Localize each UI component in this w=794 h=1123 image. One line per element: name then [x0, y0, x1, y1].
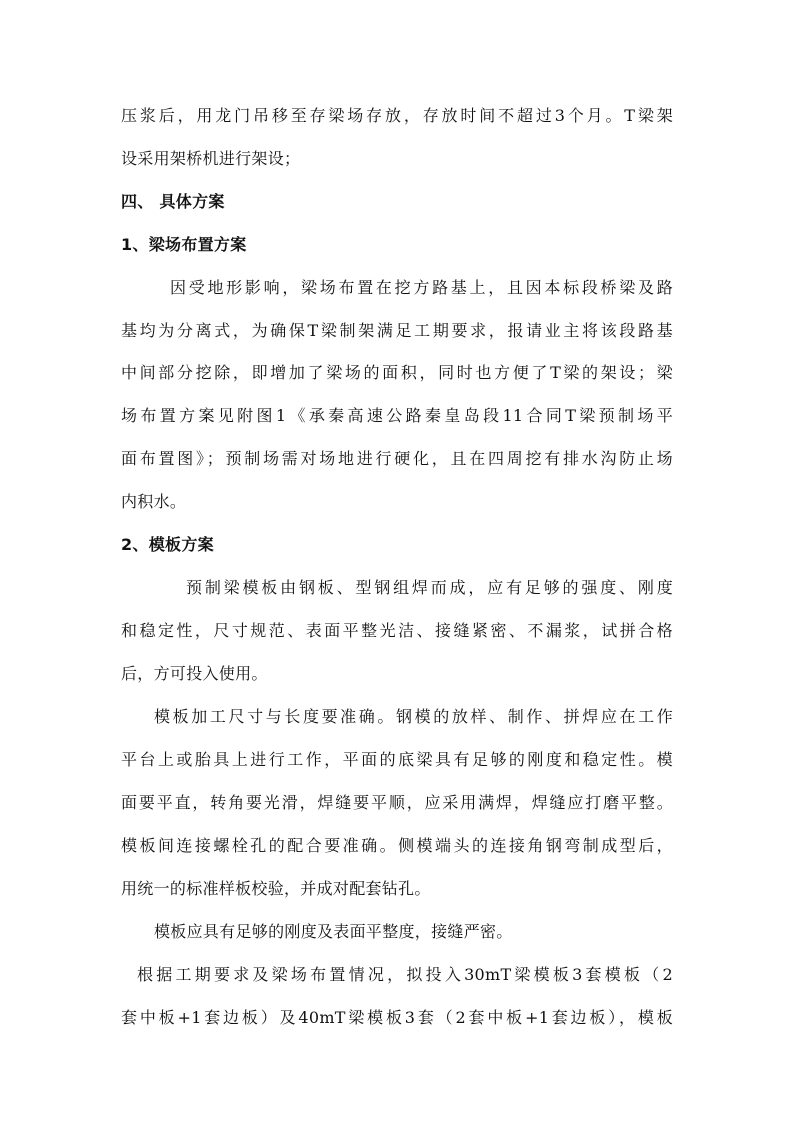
subsection-title-2: 2、模板方案 [121, 535, 214, 554]
section-heading-four: 四、 具体方案 [121, 192, 225, 211]
intro-line-1: 压浆后，用龙门吊移至存梁场存放，存放时间不超过3个月。T梁架 [121, 106, 673, 125]
sub2-p1-line-1: 预制梁模板由钢板、型钢组焊而成，应有足够的强度、刚度 [186, 578, 673, 597]
sub1-line-3: 中间部分挖除，即增加了梁场的面积，同时也方便了T梁的架设；梁 [121, 363, 673, 382]
sub2-p3-line-1: 模板应具有足够的刚度及表面平整度，接缝严密。 [154, 922, 513, 941]
sub1-line-6: 内积水。 [121, 492, 187, 511]
sub2-p2-line-4: 模板间连接螺栓孔的配合要准确。侧模端头的连接角钢弯制成型后， [121, 836, 673, 855]
sub1-line-4: 场布置方案见附图1《承秦高速公路秦皇岛段11合同T梁预制场平 [121, 406, 673, 425]
sub2-p2-line-5: 用统一的标准样板校验，并成对配套钻孔。 [121, 879, 431, 898]
sub2-p2-line-2: 平台上或胎具上进行工作，平面的底梁具有足够的刚度和稳定性。模 [121, 750, 673, 769]
intro-line-2: 设采用架桥机进行架设； [121, 149, 301, 168]
sub1-line-1: 因受地形影响，梁场布置在挖方路基上，且因本标段桥梁及路 [170, 278, 673, 297]
sub2-p2-line-1: 模板加工尺寸与长度要准确。钢模的放样、制作、拼焊应在工作 [154, 707, 673, 726]
sub2-p1-line-2: 和稳定性，尺寸规范、表面平整光洁、接缝紧密、不漏浆，试拼合格 [121, 621, 673, 640]
sub1-line-5: 面布置图》；预制场需对场地进行硬化，且在四周挖有排水沟防止场 [121, 449, 673, 468]
sub2-p1-line-3: 后，方可投入使用。 [121, 664, 268, 683]
sub1-line-2: 基均为分离式，为确保T梁制架满足工期要求，报请业主将该段路基 [121, 321, 673, 340]
sub2-p2-line-3: 面要平直，转角要光滑，焊缝要平顺，应采用满焊，焊缝应打磨平整。 [121, 793, 673, 812]
sub2-p4-line-2: 套中板+1套边板）及40mT梁模板3套（2套中板+1套边板），模板 [121, 1008, 673, 1027]
sub2-p4-line-1: 根据工期要求及梁场布置情况，拟投入30mT梁模板3套模板（2 [137, 965, 673, 984]
subsection-title-1: 1、梁场布置方案 [121, 235, 247, 254]
